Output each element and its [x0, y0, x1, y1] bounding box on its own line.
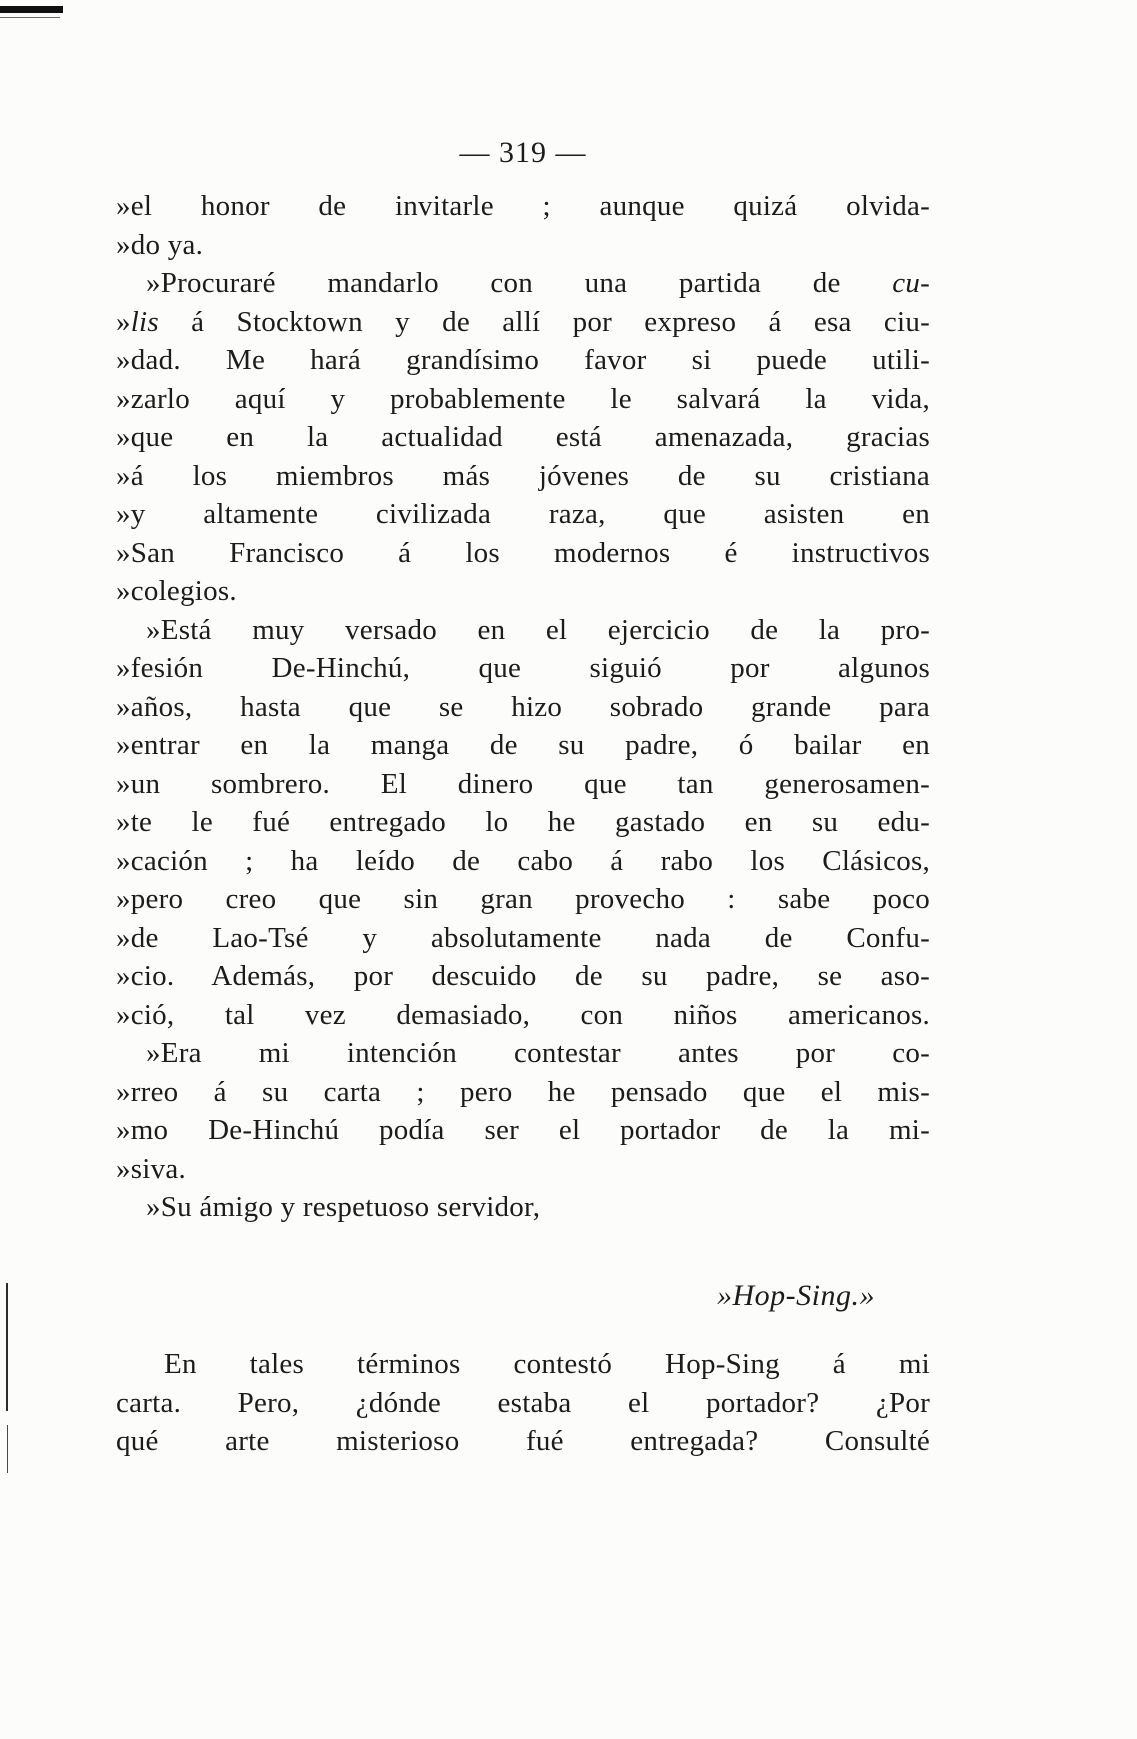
- text-line: »cación ; ha leído de cabo á rabo los Clásicos,: [116, 844, 930, 877]
- text-line: »te le fué entregado lo he gastado en su edu-: [116, 806, 930, 838]
- text-line: En tales términos contestó Hop-Sing á mi: [164, 1348, 930, 1380]
- text-line: »do ya.: [116, 228, 204, 261]
- scan-artifact-left-margin-line-2: [7, 1425, 8, 1473]
- narrative-paragraph: [116, 1345, 930, 1461]
- page-number: — 319 —: [459, 136, 587, 169]
- text-line: »y altamente civilizada raza, que asisten en: [116, 498, 930, 530]
- text-line: »entrar en la manga de su padre, ó bailar en: [116, 729, 930, 761]
- text-line: »zarlo aquí y probablemente le salvará la vida,: [116, 382, 930, 415]
- text-line: »colegios.: [116, 575, 237, 607]
- scan-artifact-top-rule: [0, 6, 63, 13]
- text-line: »el honor de invitarle ; aunque quizá olvida-: [116, 190, 930, 222]
- text-line: [116, 303, 930, 342]
- text-segment: á Stocktown y de allí por expreso á esa ciu-: [158, 305, 930, 338]
- text-segment-italic: cu-: [892, 267, 930, 299]
- text-line: »pero creo que sin gran provecho : sabe poco: [116, 883, 930, 915]
- text-segment: »: [116, 305, 131, 338]
- text-line: »que en la actualidad está amenazada, gracias: [116, 421, 930, 453]
- text-line: »mo De-Hinchú podía ser el portador de la mi-: [116, 1114, 930, 1146]
- letter-signature: »Hop-Sing.»: [717, 1278, 875, 1312]
- text-line: »un sombrero. El dinero que tan generosamen-: [116, 767, 930, 800]
- scan-artifact-left-margin-line: [6, 1283, 8, 1411]
- text-segment: »Procuraré mandarlo con una partida de: [146, 267, 893, 299]
- text-line: »cio. Además, por descuido de su padre, se aso-: [116, 960, 930, 992]
- text-line: »Era mi intención contestar antes por co-: [146, 1037, 930, 1069]
- text-line: qué arte misterioso fué entregada? Consulté: [116, 1425, 930, 1457]
- letter-body: [116, 187, 930, 1227]
- text-line: »fesión De-Hinchú, que siguió por algunos: [116, 652, 930, 684]
- text-line: »Su ámigo y respetuoso servidor,: [146, 1191, 541, 1223]
- text-line: »San Francisco á los modernos é instructivos: [116, 536, 930, 569]
- text-line: carta. Pero, ¿dónde estaba el portador? ¿Por: [116, 1386, 930, 1419]
- page-text-block: [116, 187, 930, 1461]
- scan-artifact-top-thin-line: [0, 17, 60, 18]
- text-line: [116, 264, 930, 303]
- text-line: »de Lao-Tsé y absolutamente nada de Confu-: [116, 921, 930, 954]
- text-segment-italic: lis: [130, 305, 159, 338]
- text-line: »años, hasta que se hizo sobrado grande para: [116, 690, 930, 723]
- text-line: »Está muy versado en el ejercicio de la pro-: [146, 613, 930, 646]
- text-line: »dad. Me hará grandísimo favor si puede utili-: [116, 344, 930, 376]
- text-line: »á los miembros más jóvenes de su cristiana: [116, 459, 930, 492]
- text-line: »siva.: [116, 1152, 186, 1185]
- text-line: »ció, tal vez demasiado, con niños americanos.: [116, 998, 930, 1031]
- text-line: »rreo á su carta ; pero he pensado que el mis-: [116, 1075, 930, 1108]
